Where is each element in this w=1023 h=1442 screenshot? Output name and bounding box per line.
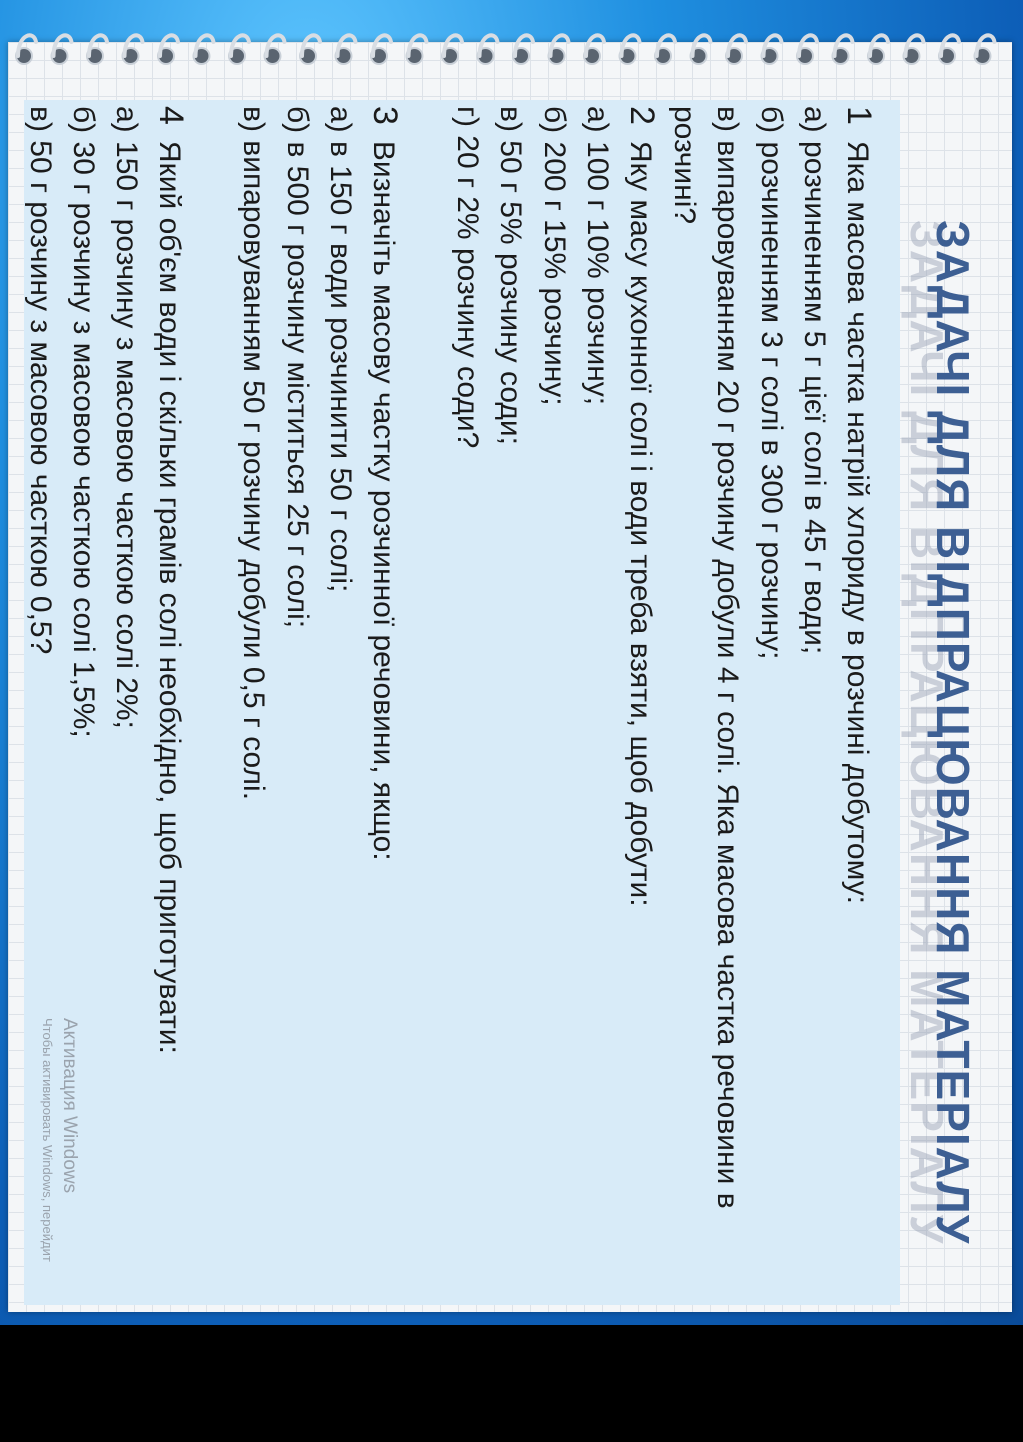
watermark-title: Активация Windows xyxy=(59,1018,80,1194)
task-option: в) 50 г 5% розчину соди; xyxy=(494,106,528,445)
windows-activation-watermark xyxy=(36,1018,80,1262)
task-question-text: Визначіть масову частку розчинної речовини, якщо: xyxy=(366,140,400,861)
notebook-spiral xyxy=(8,26,1012,68)
task-2 xyxy=(446,106,663,1296)
task-question xyxy=(836,106,880,1296)
task-3 xyxy=(232,106,406,1296)
task-1 xyxy=(663,106,880,1296)
task-option: в) випаровуванням 20 г розчину добули 4 г солі. Яка масова частка речовини в xyxy=(711,106,745,1209)
task-question xyxy=(148,106,192,1296)
task-question xyxy=(362,106,406,1296)
task-question-text: Яку масу кухонної солі і води треба взяти, щоб добути: xyxy=(623,140,657,907)
task-question-text: Який об'єм води і скільки грамів солі необхідно, щоб приготувати: xyxy=(153,140,187,1054)
task-option: а) 100 г 10% розчину; xyxy=(580,106,614,406)
task-option: розчині? xyxy=(668,106,702,225)
task-option: в) випаровуванням 50 г розчину добули 0,5 г солі. xyxy=(237,106,271,801)
task-option: б) розчиненням 3 г солі в 300 г розчину; xyxy=(754,106,788,660)
task-option: а) в 150 г води розчинити 50 г солі; xyxy=(323,106,357,593)
task-option: а) 150 г розчину з масовою часткою солі 2%; xyxy=(109,106,143,729)
task-question xyxy=(619,106,663,1296)
task-number: 1 xyxy=(840,106,878,125)
task-option: б) в 500 г розчину міститься 25 г солі; xyxy=(280,106,314,629)
task-option: а) розчиненням 5 г цієї солі в 45 г води; xyxy=(797,106,831,655)
task-number: 4 xyxy=(152,106,191,125)
task-option: в) 50 г розчину з масовою часткою 0,5? xyxy=(23,106,57,655)
watermark-subtitle: Чтобы активировать Windows, перейдит xyxy=(40,1018,55,1262)
task-number: 2 xyxy=(622,106,661,125)
task-number: 3 xyxy=(365,106,404,125)
rotated-slide-content xyxy=(23,100,979,1305)
task-option: б) 30 г розчину з масовою часткою солі 1,5%; xyxy=(66,106,100,738)
task-option: г) 20 г 2% розчину соди? xyxy=(451,106,485,449)
task-question-text: Яка масова частка натрій хлориду в розчині добутому: xyxy=(841,140,874,904)
slide-title: ЗАДАЧІ ДЛЯ ВІДПРАЦЮВАННЯ МАТЕРІАЛУ xyxy=(927,220,979,1245)
tasks-list xyxy=(18,106,880,1296)
task-option: б) 200 г 15% розчину; xyxy=(537,106,571,406)
